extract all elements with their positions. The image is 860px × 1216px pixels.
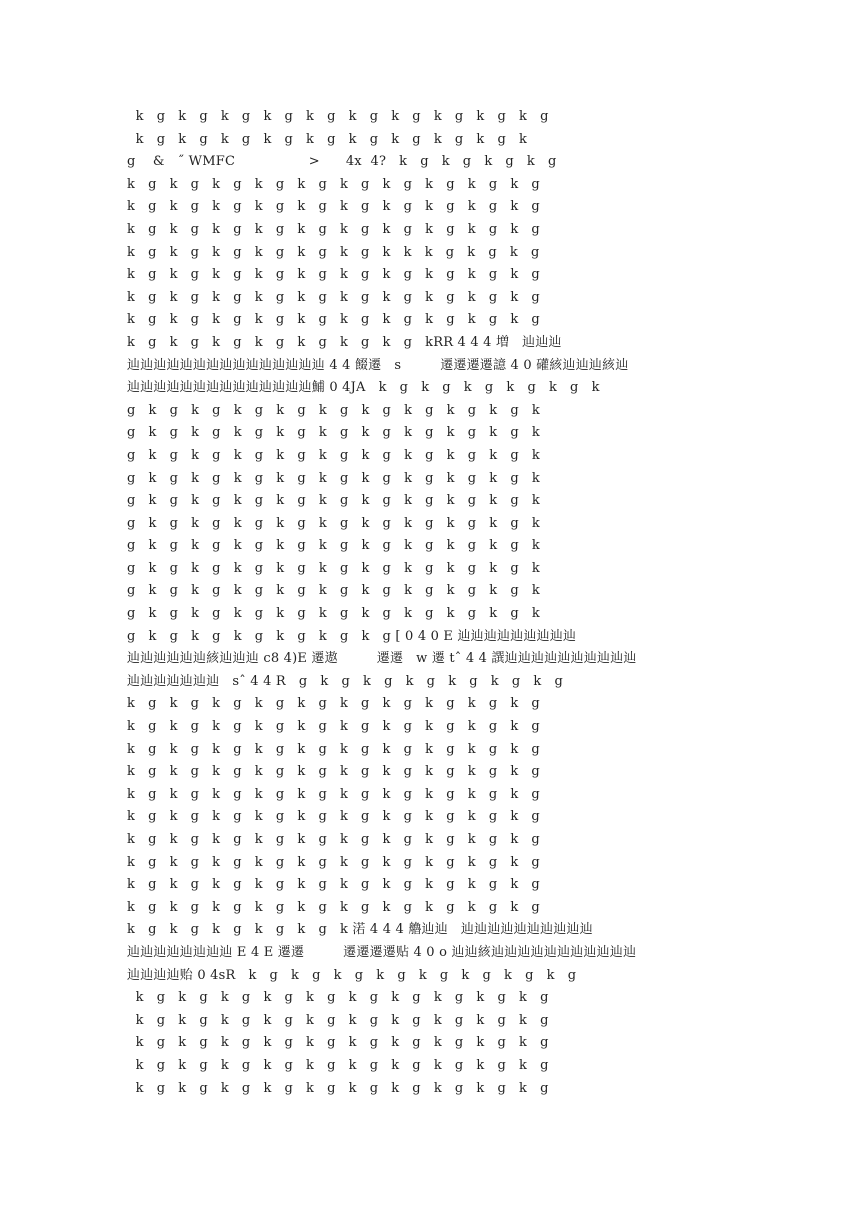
text-line: k g k g k g k g k g k g k g k g k g k g bbox=[127, 696, 540, 712]
text-line: k g k g k g k g k g k g k g k g k g k g bbox=[127, 764, 540, 780]
text-line: g k g k g k g k g k g k g k g k g k g k bbox=[127, 560, 540, 576]
text-line: k g k g k g k g k g k g k g k g k g k g bbox=[127, 267, 540, 283]
text-line: g k g k g k g k g k g k g k g k g k g k bbox=[127, 606, 540, 622]
text-line: g k g k g k g k g k g k g k g k g k g k bbox=[127, 402, 540, 418]
text-line: g k g k g k g k g k g k g k g k g k g k bbox=[127, 425, 540, 441]
text-line: g k g k g k g k g k g k g k g k g k g k bbox=[127, 515, 540, 531]
garbled-text-block bbox=[127, 106, 737, 1100]
text-line: g k g k g k g k g k g k g k g k g k g k bbox=[127, 447, 540, 463]
text-line: g k g k g k g k g k g k g k g k g k g k bbox=[127, 583, 540, 599]
text-line: g k g k g k g k g k g k g k g k g k g k bbox=[127, 493, 540, 509]
text-line: k g k g k g k g k g k g k g k g k g k g bbox=[127, 289, 540, 305]
text-line: 辿辿辿辿贻 0 4sR k g k g k g k g k g k g k g k g bbox=[127, 967, 577, 983]
text-line: k g k g k g k g k g k 渃 4 4 4 艪辿辿 辿辿辿辿辿辿辿辿辿辿 bbox=[127, 922, 593, 938]
text-line: g k g k g k g k g k g k g k g k g k g k bbox=[127, 538, 540, 554]
text-line: k g k g k g k g k g k g k g k g k g k g bbox=[127, 786, 540, 802]
text-line: k g k g k g k g k g k g k g k g k g k g bbox=[127, 741, 540, 757]
text-line: g k g k g k g k g k g k g [ 0 4 0 E 辿辿辿辿辿辿辿辿辿 bbox=[127, 628, 577, 644]
text-line: k g k g k g k g k g k g k g k g k g k g bbox=[127, 221, 540, 237]
text-line: k g k g k g k g k g k g k g k g k g k g bbox=[127, 1057, 549, 1073]
text-line: 辿辿辿辿辿辿辿辿 E 4 E 遷遷 遷遷遷遷贴 4 0 o 辿辿絯辿辿辿辿辿辿辿辿辿辿辿 bbox=[127, 944, 637, 960]
text-line: k g k g k g k g k g k g k g k g k g k g bbox=[127, 990, 549, 1006]
text-line: k g k g k g k g k g k g k g k g k g k g bbox=[127, 109, 549, 124]
text-line: g k g k g k g k g k g k g k g k g k g k bbox=[127, 470, 540, 486]
text-line: 辿辿辿辿辿辿絯辿辿辿 c8 4)E 遷遨 遷遷 w 遷 tˆ 4 4 譔辿辿辿辿辿辿辿辿辿辿 bbox=[127, 651, 637, 667]
text-line: k g k g k g k g k g k g k g k g k g k g bbox=[127, 312, 540, 328]
text-line: g & ˝ WMFC > 4x 4? k g k g k g k g bbox=[127, 154, 557, 170]
text-line: k g k g k g k g k g k g k g k g k g k g bbox=[127, 1035, 549, 1051]
text-line: k g k g k g k g k g k g k g k g k g k g bbox=[127, 1012, 549, 1028]
text-line: k g k g k g k g k g k g k g k g k g k g bbox=[127, 809, 540, 825]
text-line: k g k g k g k g k g k g k g k g k g k g bbox=[127, 719, 540, 735]
text-line: k g k g k g k g k g k g k g kRR 4 4 4 増 辿辿辿 bbox=[127, 334, 562, 350]
text-line: k g k g k g k g k g k g k g k g k g k g bbox=[127, 854, 540, 870]
text-line: k g k g k g k g k g k g k g k g k g k bbox=[127, 131, 528, 147]
text-line: k g k g k g k g k g k g k g k g k g k g bbox=[127, 199, 540, 215]
text-line: k g k g k g k g k g k g k g k g k g k g bbox=[127, 832, 540, 847]
text-line: 辿辿辿辿辿辿辿 sˆ 4 4 R g k g k g k g k g k g k g bbox=[127, 673, 563, 689]
text-line: k g k g k g k g k g k g k g k g k g k g bbox=[127, 877, 540, 893]
text-line: 辿辿辿辿辿辿辿辿辿辿辿辿辿辿鯆 0 4JA k g k g k g k g k g k bbox=[127, 380, 600, 396]
text-line: 辿辿辿辿辿辿辿辿辿辿辿辿辿辿辿 4 4 餟遷 s 遷遷遷遷譩 4 0 礶絯辿辿辿絯辿 bbox=[127, 357, 629, 373]
text-line: k g k g k g k g k g k g k g k g k g k g bbox=[127, 899, 540, 915]
text-line: k g k g k g k g k g k g k k k g k g k g bbox=[127, 244, 540, 260]
text-line: k g k g k g k g k g k g k g k g k g k g bbox=[127, 1080, 549, 1096]
text-line: k g k g k g k g k g k g k g k g k g k g bbox=[127, 176, 540, 192]
